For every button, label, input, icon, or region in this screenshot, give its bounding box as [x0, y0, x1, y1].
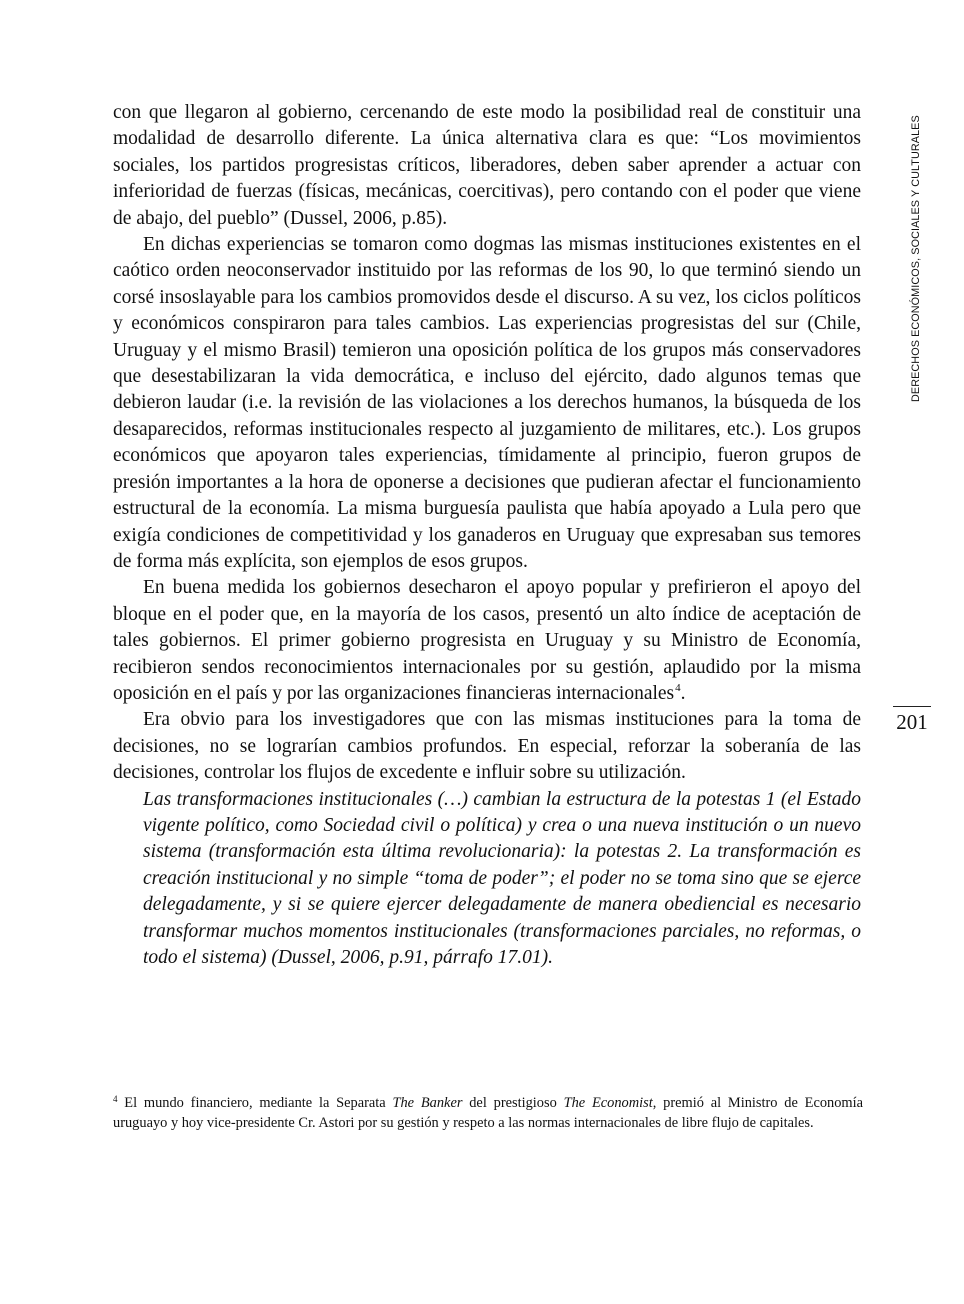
- main-text: [113, 100, 861, 971]
- paragraph-2: En dichas experiencias se tomaron como dogmas las mismas instituciones existentes en el caótico orden neoconservador instituido por las reformas de los 90, lo que terminó siendo un corsé insoslayable para los cambios promovidos desde el discurso. A su vez, los ciclos políticos y económicos conspiraron para tales cambios. Las experiencias progresistas del sur (Chile, Uruguay y el mismo Brasil) temieron una oposición política de los grupos más conservadores que desestabilizaran la vida democrática, e incluso del ejército, dado algunos temas que debieron laudar (i.e. la revisión de las violaciones a los derechos humanos, la búsqueda de los desaparecidos, reformas institucionales respecto al juzgamiento de militares, etc.). Los grupos económicos que apoyaron tales experiencias, tímidamente al principio, fueron grupos de presión importantes a la hora de oponerse a decisiones que pudieran afectar el funcionamiento estructural de la economía. La misma burguesía paulista que había apoyado a Lula pero que exigía condiciones de competitividad y los ganaderos en Uruguay que expresaban sus temores de forma más explícita, son ejemplos de esos grupos.: [113, 234, 861, 572]
- page-number: 201: [893, 706, 931, 735]
- running-header-vertical: DERECHOS ECONÓMICOS, SOCIALES Y CULTURALES: [910, 115, 922, 402]
- footnote-text-b: del prestigioso: [462, 1095, 564, 1111]
- footnote: [113, 1093, 863, 1134]
- paragraph-3-end: .: [680, 682, 686, 704]
- footnote-reference[interactable]: 4: [675, 681, 681, 694]
- footnote-number: 4: [113, 1094, 118, 1104]
- paragraph-3: [113, 575, 861, 707]
- footnote-text-a: El mundo financiero, mediante la Separata: [117, 1095, 393, 1111]
- footnote-text-c: , premió al Ministro de Economía uruguayo y hoy vice-presidente Cr. Astori por su gestión y respeto a las normas internacionales de libre flujo de capitales.: [113, 1095, 864, 1132]
- paragraph-4: Era obvio para los investigadores que con las mismas instituciones para la toma de decisiones, no se lograrían cambios profundos. En especial, reforzar la soberanía de las decisiones, controlar los flujos de excedente e influir sobre su utilización.: [113, 709, 861, 784]
- footnote-italic-b: The Economist: [563, 1095, 653, 1111]
- block-quote: Las transformaciones institucionales (…) cambian la estructura de la potestas 1 (el Estado vigente político, como Sociedad civil o política) y crea o una nueva institución o un nuevo sistema (transformación esta última revolucionaria): la potestas 2. La transformación es creación institucional y no simple “toma de poder”; el poder no se toma sino que se ejerce delegadamente, y si se quiere ejercer delegadamente de manera obediencial es necesario transformar muchos momentos institucionales (transformaciones parciales, no reformas, o todo el sistema) (Dussel, 2006, p.91, párrafo 17.01).: [143, 788, 861, 968]
- paragraph-1: con que llegaron al gobierno, cercenando de este modo la posibilidad real de constituir una modalidad de desarrollo diferente. La única alternativa clara es que: “Los movimientos sociales, los partidos progresistas críticos, liberadores, deben saber aprender a actuar con inferioridad de fuerzas (físicas, mecánicas, coercitivas), pero contando con el poder que viene de abajo, del pueblo” (Dussel, 2006, p.85).: [113, 102, 861, 229]
- footnote-italic-a: The Banker: [392, 1095, 463, 1111]
- paragraph-3-text: En buena medida los gobiernos desecharon el apoyo popular y prefirieron el apoyo del bloque en el poder que, en la mayoría de los casos, presentó un alto índice de aceptación de tales gobiernos. El primer gobierno progresista en Uruguay y su Ministro de Economía, recibieron sendos reconocimientos internacionales por su gestión, aplaudido por la misma oposición en el país y por las organizaciones financieras internacionales: [113, 577, 861, 704]
